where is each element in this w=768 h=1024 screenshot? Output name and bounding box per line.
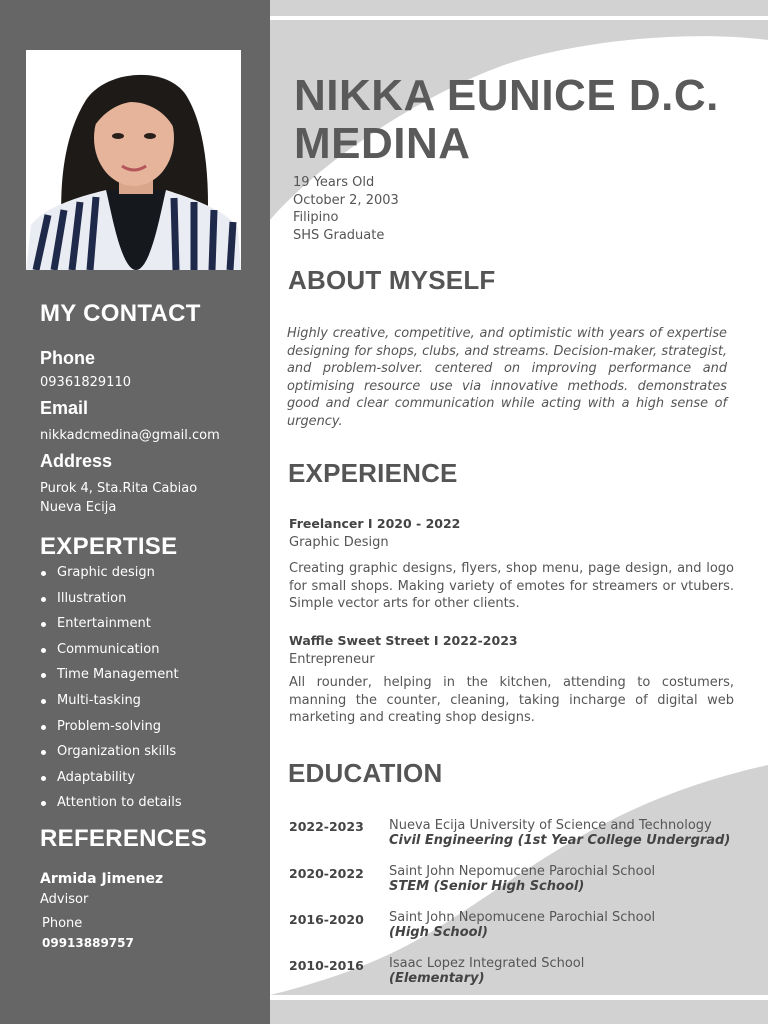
job-description: All rounder, helping in the kitchen, attending to costumers, manning the counter, cleaning, taking incharge of digital web marketing and creating shop designs. [289, 675, 734, 725]
job-description: Creating graphic designs, flyers, shop menu, page design, and logo for small shops. Making variety of emotes for streamers or vtubers. Simple vector arts for other clients. [289, 561, 734, 611]
education-years: 2022-2023 [289, 819, 364, 834]
expertise-item: Attention to details [40, 792, 260, 818]
expertise-item: Graphic design [40, 562, 260, 588]
main-content [270, 0, 768, 1024]
phone-number[interactable]: 09361829110 [40, 375, 131, 390]
expertise-item: Time Management [40, 664, 260, 690]
contact-heading: MY CONTACT [40, 300, 201, 327]
education-years: 2010-2016 [289, 958, 364, 973]
about-text: Highly creative, competitive, and optimistic with years of expertise designing for shops, clubs, and streams. Decision-maker, strategist, and problem-solver. centered on improving performance and optimising resource use via innovative methods. demonstrates good and clear communication while acting with a high sense of urgency. [287, 326, 727, 429]
expertise-item: Problem-solving [40, 716, 260, 742]
job-role: Graphic Design [289, 535, 389, 550]
education-school: Isaac Lopez Integrated School [389, 956, 585, 971]
education-years: 2020-2022 [289, 866, 364, 881]
expertise-item: Multi-tasking [40, 690, 260, 716]
personal-details [293, 174, 399, 244]
email-label: Email [40, 398, 89, 418]
sidebar [0, 0, 270, 1024]
expertise-item: Adaptability [40, 767, 260, 793]
reference-name: Armida Jimenez [40, 871, 164, 887]
expertise-item: Illustration [40, 588, 260, 614]
address-line-2: Nueva Ecija [40, 500, 117, 515]
job-title: Freelancer I 2020 - 2022 [289, 516, 461, 531]
education-level: (Elementary) [389, 971, 485, 986]
job-role: Entrepreneur [289, 652, 375, 667]
email-address[interactable]: nikkadcmedina@gmail.com [40, 428, 220, 443]
experience-heading: EXPERIENCE [288, 458, 458, 488]
age: 19 Years Old [293, 175, 375, 190]
birth-date: October 2, 2003 [293, 192, 399, 208]
job-title: Waffle Sweet Street I 2022-2023 [289, 633, 518, 648]
references-heading: REFERENCES [40, 825, 208, 852]
expertise-item: Communication [40, 639, 260, 665]
education-school: Nueva Ecija University of Science and Technology [389, 818, 712, 833]
education-school: Saint John Nepomucene Parochial School [389, 910, 656, 925]
profile-photo [26, 50, 241, 270]
education-level: Civil Engineering (1st Year College Undergrad) [389, 833, 731, 848]
full-name: NIKKA EUNICE D.C. MEDINA [294, 71, 719, 168]
expertise-item: Entertainment [40, 613, 260, 639]
expertise-item: Organization skills [40, 741, 260, 767]
reference-role: Advisor [40, 892, 89, 907]
education-school: Saint John Nepomucene Parochial School [389, 864, 656, 879]
education-heading: EDUCATION [288, 758, 443, 788]
expertise-heading: EXPERTISE [40, 533, 178, 560]
address-label: Address [40, 451, 113, 471]
education-level: (High School) [389, 925, 488, 940]
address-line-1: Purok 4, Sta.Rita Cabiao [40, 481, 198, 496]
nationality: Filipino [293, 210, 339, 225]
education-status: SHS Graduate [293, 227, 385, 243]
expertise-list [40, 562, 260, 818]
reference-phone-label: Phone [42, 916, 83, 931]
reference-phone[interactable]: 09913889757 [42, 936, 134, 950]
education-years: 2016-2020 [289, 912, 364, 927]
about-heading: ABOUT MYSELF [288, 265, 496, 295]
education-level: STEM (Senior High School) [389, 879, 585, 894]
phone-label: Phone [40, 348, 96, 368]
